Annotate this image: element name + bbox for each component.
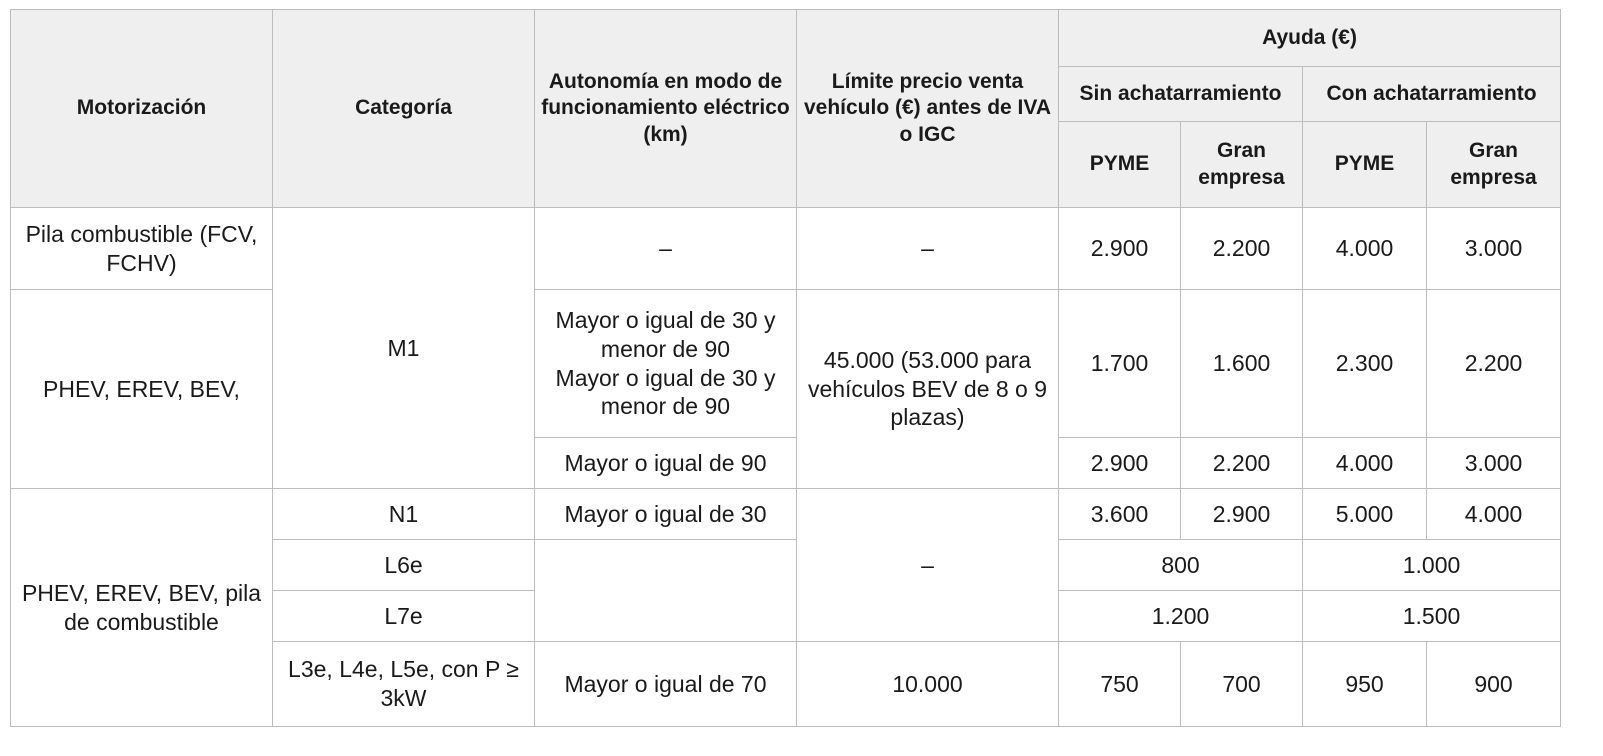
cell-autonomia: Mayor o igual de 70 [535, 642, 797, 727]
header-sin-achatarramiento: Sin achatarramiento [1059, 67, 1303, 122]
header-con-gran-empresa: Gran empresa [1427, 122, 1561, 208]
header-con-pyme: PYME [1303, 122, 1427, 208]
cell-categoria: L7e [273, 591, 535, 642]
cell-autonomia: – [535, 208, 797, 290]
cell-categoria: L6e [273, 540, 535, 591]
cell-categoria: M1 [273, 208, 535, 489]
cell-sin-gran: 700 [1181, 642, 1303, 727]
cell-con-pyme: 5.000 [1303, 489, 1427, 540]
cell-motorizacion: PHEV, EREV, BEV, [11, 290, 273, 489]
header-autonomia: Autonomía en modo de funcionamiento eléctrico (km) [535, 10, 797, 208]
header-categoria: Categoría [273, 10, 535, 208]
header-limite-precio: Límite precio venta vehículo (€) antes de IVA o IGC [797, 10, 1059, 208]
table-row [11, 208, 1561, 290]
cell-con-pyme: 950 [1303, 642, 1427, 727]
header-con-achatarramiento: Con achatarramiento [1303, 67, 1561, 122]
cell-autonomia: Mayor o igual de 30 y menor de 90 Mayor o igual de 30 y menor de 90 [535, 290, 797, 438]
cell-sin-pyme: 1.700 [1059, 290, 1181, 438]
cell-con-pyme: 4.000 [1303, 438, 1427, 489]
cell-sin-gran: 1.600 [1181, 290, 1303, 438]
cell-sin-achatarramiento: 1.200 [1059, 591, 1303, 642]
cell-sin-pyme: 2.900 [1059, 208, 1181, 290]
cell-sin-pyme: 750 [1059, 642, 1181, 727]
ayudas-table [10, 9, 1561, 727]
cell-con-gran: 3.000 [1427, 208, 1561, 290]
header-sin-gran-empresa: Gran empresa [1181, 122, 1303, 208]
header-ayuda: Ayuda (€) [1059, 10, 1561, 67]
cell-motorizacion: Pila combustible (FCV, FCHV) [11, 208, 273, 290]
cell-con-gran: 3.000 [1427, 438, 1561, 489]
cell-categoria: N1 [273, 489, 535, 540]
cell-con-gran: 900 [1427, 642, 1561, 727]
cell-motorizacion: PHEV, EREV, BEV, pila de combustible [11, 489, 273, 727]
cell-con-gran: 4.000 [1427, 489, 1561, 540]
cell-autonomia: Mayor o igual de 30 [535, 489, 797, 540]
cell-con-gran: 2.200 [1427, 290, 1561, 438]
cell-con-pyme: 2.300 [1303, 290, 1427, 438]
cell-autonomia: Mayor o igual de 90 [535, 438, 797, 489]
table-row [11, 489, 1561, 540]
cell-limite: – [797, 208, 1059, 290]
cell-limite: – [797, 489, 1059, 642]
cell-con-achatarramiento: 1.500 [1303, 591, 1561, 642]
cell-limite: 10.000 [797, 642, 1059, 727]
cell-con-pyme: 4.000 [1303, 208, 1427, 290]
table-row [11, 290, 1561, 438]
cell-sin-gran: 2.200 [1181, 208, 1303, 290]
cell-categoria: L3e, L4e, L5e, con P ≥ 3kW [273, 642, 535, 727]
cell-sin-gran: 2.900 [1181, 489, 1303, 540]
cell-limite: 45.000 (53.000 para vehículos BEV de 8 o 9 plazas) [797, 290, 1059, 489]
cell-autonomia-empty [535, 540, 797, 642]
cell-sin-pyme: 2.900 [1059, 438, 1181, 489]
header-sin-pyme: PYME [1059, 122, 1181, 208]
cell-sin-achatarramiento: 800 [1059, 540, 1303, 591]
cell-sin-gran: 2.200 [1181, 438, 1303, 489]
cell-con-achatarramiento: 1.000 [1303, 540, 1561, 591]
cell-sin-pyme: 3.600 [1059, 489, 1181, 540]
header-motorizacion: Motorización [11, 10, 273, 208]
